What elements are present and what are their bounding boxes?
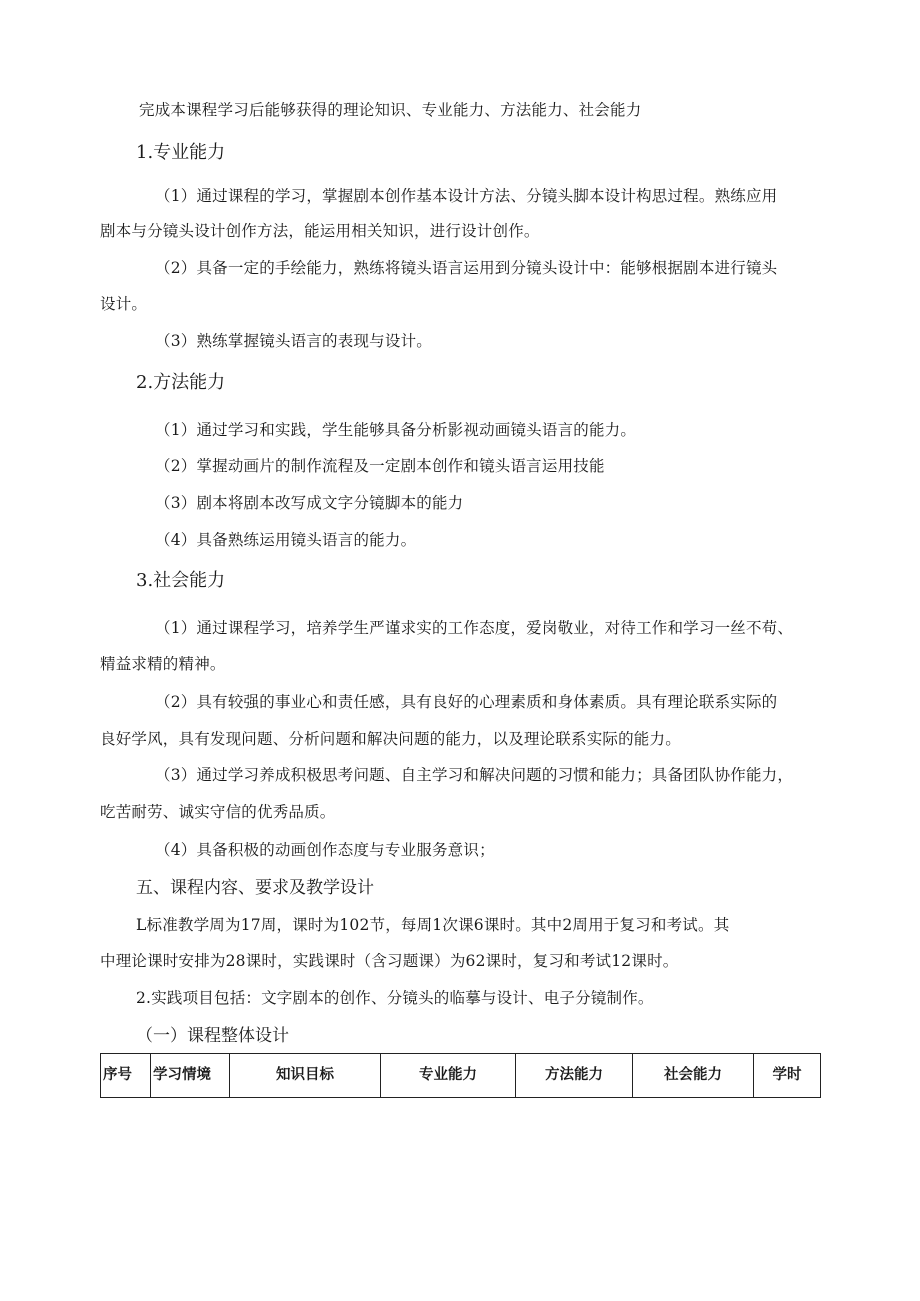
column-header-professional: 专业能力 <box>381 1054 516 1098</box>
paragraph-line: （1）通过课程学习，培养学生严谨求实的工作态度，爱岗敬业，对待工作和学习一丝不苟、 <box>155 619 794 637</box>
list-item: （3）剧本将剧本改写成文字分镜脚本的能力 <box>155 494 464 512</box>
paragraph-line: （3）熟练掌握镜头语言的表现与设计。 <box>155 332 432 350</box>
subsection-title: （一）课程整体设计 <box>136 1026 289 1046</box>
paragraph-line: L标准教学周为17周，课时为102节，每周1次课6课时。其中2周用于复习和考试。其 <box>136 916 730 934</box>
paragraph-line: （1）通过课程的学习，掌握剧本创作基本设计方法、分镜头脚本设计构思过程。熟练应用 <box>155 187 778 205</box>
paragraph-line: 良好学风，具有发现问题、分析问题和解决问题的能力，以及理论联系实际的能力。 <box>100 730 681 748</box>
paragraph-line: （3）通过学习养成积极思考问题、自主学习和解决问题的习惯和能力；具备团队协作能力， <box>155 766 794 784</box>
column-header-scenario: 学习情境 <box>151 1054 230 1098</box>
intro-text: 完成本课程学习后能够获得的理论知识、专业能力、方法能力、社会能力 <box>139 101 642 119</box>
table-header-row <box>101 1054 821 1098</box>
paragraph-line: 2.实践项目包括：文字剧本的创作、分镜头的临摹与设计、电子分镜制作。 <box>136 989 654 1007</box>
column-header-method: 方法能力 <box>516 1054 633 1098</box>
course-design-table <box>100 1053 821 1098</box>
column-header-knowledge: 知识目标 <box>230 1054 381 1098</box>
chapter-title: 五、课程内容、要求及教学设计 <box>136 878 374 898</box>
paragraph-line: 剧本与分镜头设计创作方法，能运用相关知识，进行设计创作。 <box>100 222 540 240</box>
paragraph-line: 吃苦耐劳、诚实守信的优秀品质。 <box>100 803 336 821</box>
list-item: （1）通过学习和实践，学生能够具备分析影视动画镜头语言的能力。 <box>155 421 637 439</box>
paragraph-line: 精益求精的精神。 <box>100 655 226 673</box>
paragraph-line: 设计。 <box>100 295 148 313</box>
list-item: （4）具备熟练运用镜头语言的能力。 <box>155 531 417 549</box>
paragraph-line: 中理论课时安排为28课时，实践课时（含习题课）为62课时，复习和考试12课时。 <box>100 952 679 970</box>
column-header-index: 序号 <box>101 1054 151 1098</box>
paragraph-line: （4）具备积极的动画创作态度与专业服务意识； <box>155 841 495 859</box>
section-title-social: 3.社会能力 <box>136 570 226 591</box>
column-header-hours: 学时 <box>754 1054 821 1098</box>
paragraph-line: （2）具有较强的事业心和责任感，具有良好的心理素质和身体素质。具有理论联系实际的 <box>155 693 778 711</box>
section-title-method: 2.方法能力 <box>136 372 226 393</box>
paragraph-line: （2）具备一定的手绘能力，熟练将镜头语言运用到分镜头设计中：能够根据剧本进行镜头 <box>155 259 778 277</box>
section-title-professional: 1.专业能力 <box>136 142 226 163</box>
list-item: （2）掌握动画片的制作流程及一定剧本创作和镜头语言运用技能 <box>155 457 605 475</box>
column-header-social: 社会能力 <box>633 1054 754 1098</box>
